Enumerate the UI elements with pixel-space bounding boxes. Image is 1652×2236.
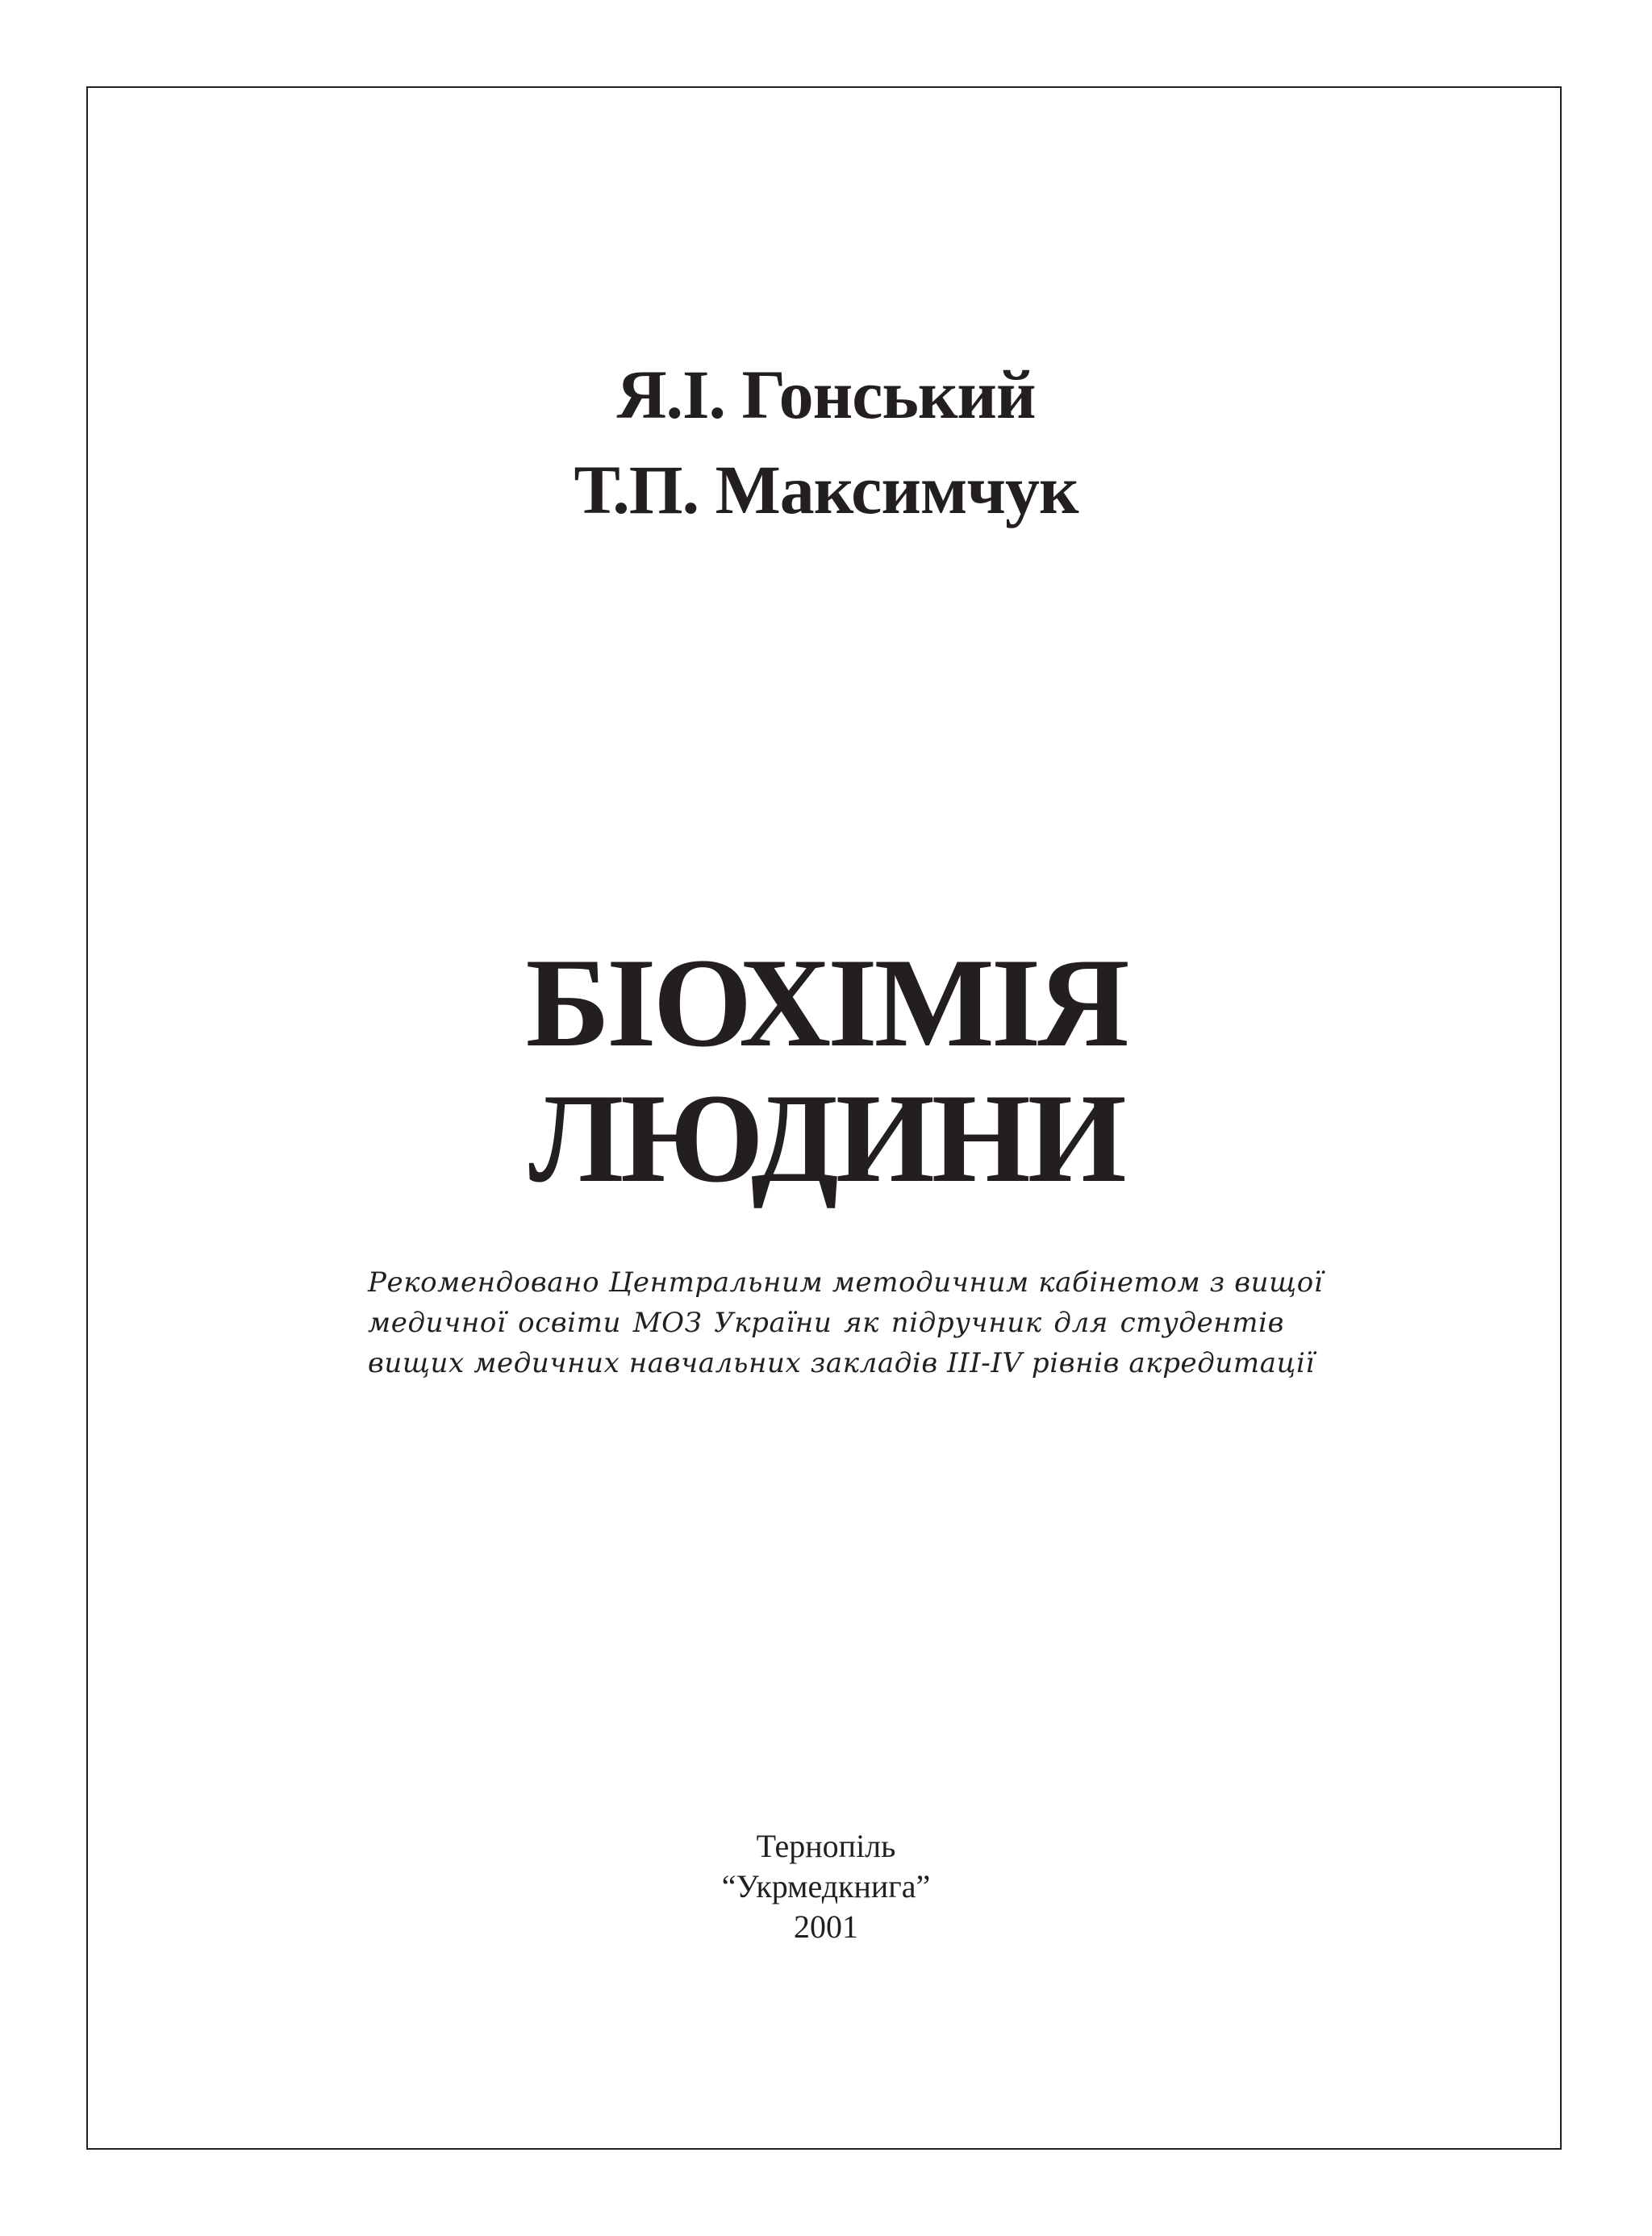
recommendation-line: Рекомендовано Центральним методичним кабінетом з вищої <box>368 1266 1324 1299</box>
book-title-line: БІОХІМІЯ <box>525 932 1127 1074</box>
imprint-block <box>0 1826 1652 1947</box>
author-name: Т.П. Максимчук <box>574 451 1078 528</box>
recommendation-text <box>368 1262 1324 1383</box>
recommendation-line: медичної освіти МОЗ України як підручник для студентів <box>368 1307 1284 1339</box>
imprint-city: Тернопіль <box>756 1828 896 1864</box>
imprint-publisher: “Укрмедкнига” <box>721 1868 931 1904</box>
recommendation-line: вищих медичних навчальних закладів ІІІ-IV рівнів акредитації <box>368 1347 1315 1379</box>
authors-block <box>0 347 1652 537</box>
imprint-year: 2001 <box>794 1909 858 1945</box>
book-title-line: ЛЮДИНИ <box>528 1068 1124 1209</box>
author-name: Я.І. Гонський <box>616 356 1036 433</box>
book-title <box>0 932 1652 1209</box>
